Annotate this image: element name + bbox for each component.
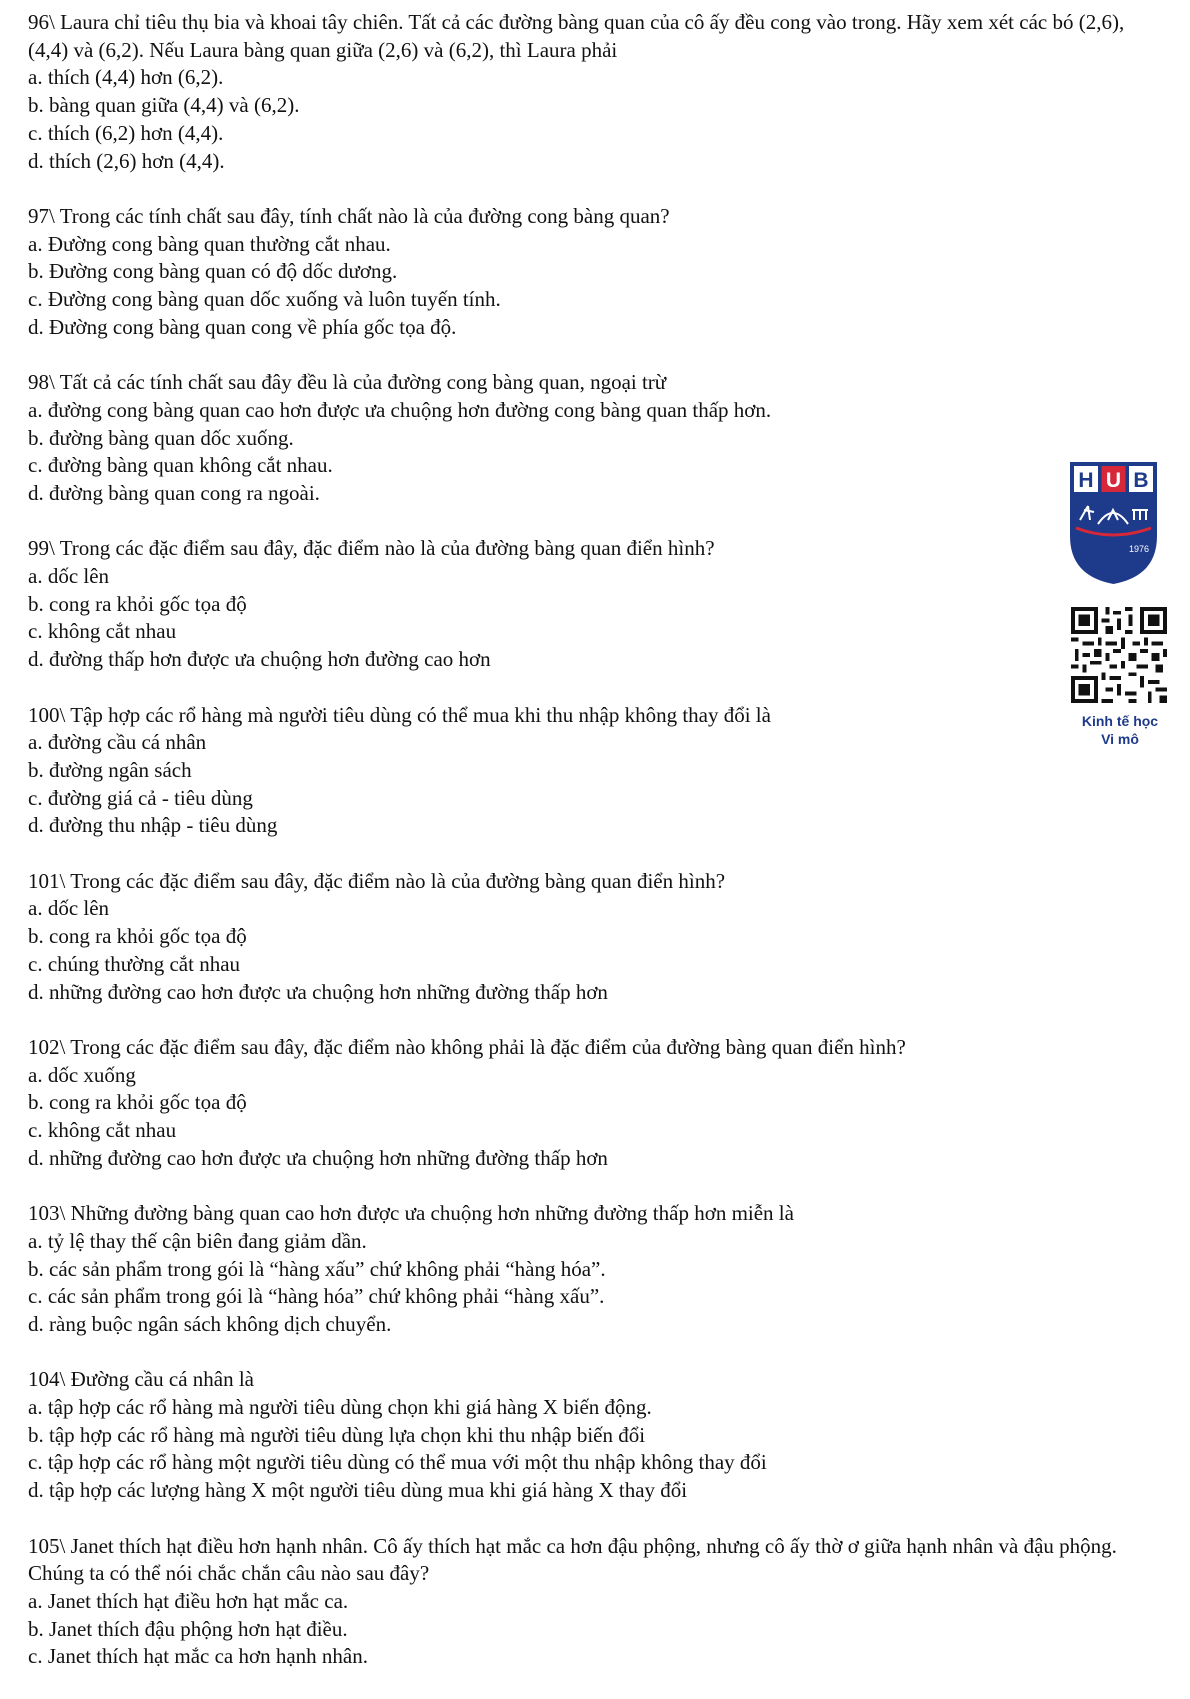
question-100 — [28, 702, 1168, 841]
answer-option-d: d. thích (2,6) hơn (4,4). — [28, 148, 225, 173]
logo-letter-b: B — [1133, 469, 1149, 492]
answer-option-b: b. đường ngân sách — [28, 757, 192, 782]
question-101 — [28, 868, 1168, 1007]
answer-option-c: c. các sản phẩm trong gói là “hàng hóa” chứ không phải “hàng xấu”. — [28, 1284, 605, 1309]
answer-option-a: a. dốc lên — [28, 564, 110, 589]
answer-option-d: d. những đường cao hơn được ưa chuộng hơn những đường thấp hơn — [28, 979, 608, 1004]
university-logo — [1066, 458, 1161, 588]
answer-option-b: b. Janet thích đậu phộng hơn hạt điều. — [28, 1616, 348, 1641]
answer-option-b: b. cong ra khỏi gốc tọa độ — [28, 1090, 247, 1115]
answer-option-a: a. dốc xuống — [28, 1062, 136, 1087]
answer-option-d: d. đường thu nhập - tiêu dùng — [28, 813, 278, 838]
logo-caption-line1: Kinh tế học — [1081, 713, 1159, 729]
answer-option-b: b. các sản phẩm trong gói là “hàng xấu” chứ không phải “hàng hóa”. — [28, 1256, 606, 1281]
question-stem: 98\ Tất cả các tính chất sau đây đều là của đường cong bàng quan, ngoại trừ — [28, 370, 667, 395]
answer-option-c: c. tập hợp các rổ hàng một người tiêu dùng có thể mua với một thu nhập không thay đổi — [28, 1450, 767, 1475]
logo-caption-line2: Vi mô — [1101, 731, 1139, 747]
question-stem: 96\ Laura chỉ tiêu thụ bia và khoai tây chiên. Tất cả các đường bàng quan của cô ấy đều cong vào trong. Hãy xem xét các bó (2,6), (4,4) và (6,2). Nếu Laura bàng quan giữa (2,6) và (6,2), thì Laura phải — [28, 10, 1125, 62]
question-97 — [28, 203, 1168, 342]
question-stem: 102\ Trong các đặc điểm sau đây, đặc điểm nào không phải là đặc điểm của đường bàng quan điển hình? — [28, 1034, 906, 1059]
question-stem: 100\ Tập hợp các rổ hàng mà người tiêu dùng có thể mua khi thu nhập không thay đổi là — [28, 702, 771, 727]
logo-year: 1976 — [1128, 544, 1150, 554]
answer-option-c: c. không cắt nhau — [28, 1118, 177, 1143]
answer-option-d: d. Đường cong bàng quan cong về phía gốc tọa độ. — [28, 314, 457, 339]
answer-option-a: a. đường cong bàng quan cao hơn được ưa chuộng hơn đường cong bàng quan thấp hơn. — [28, 397, 772, 422]
question-stem: 104\ Đường cầu cá nhân là — [28, 1367, 254, 1392]
answer-option-d: d. ràng buộc ngân sách không dịch chuyển. — [28, 1311, 392, 1336]
answer-option-a: a. đường cầu cá nhân — [28, 730, 207, 755]
question-stem: 101\ Trong các đặc điểm sau đây, đặc điểm nào là của đường bàng quan điển hình? — [28, 868, 726, 893]
question-105 — [28, 1533, 1168, 1672]
answer-option-a: a. dốc lên — [28, 896, 110, 921]
question-stem: 97\ Trong các tính chất sau đây, tính chất nào là của đường cong bàng quan? — [28, 203, 670, 228]
answer-option-a: a. thích (4,4) hơn (6,2). — [28, 65, 224, 90]
question-103 — [28, 1200, 1168, 1339]
answer-option-c: c. chúng thường cắt nhau — [28, 951, 241, 976]
answer-option-a: a. Đường cong bàng quan thường cắt nhau. — [28, 231, 391, 256]
answer-option-d: d. đường bàng quan cong ra ngoài. — [28, 480, 320, 505]
answer-option-a: a. tập hợp các rổ hàng mà người tiêu dùng chọn khi giá hàng X biến động. — [28, 1395, 652, 1420]
answer-option-a: a. tỷ lệ thay thế cận biên đang giảm dần. — [28, 1228, 367, 1253]
logo-letter-h: H — [1078, 469, 1094, 492]
question-99 — [28, 535, 1168, 674]
answer-option-b: b. cong ra khỏi gốc tọa độ — [28, 924, 247, 949]
qr-code-icon — [1071, 607, 1167, 703]
question-96 — [28, 9, 1168, 175]
answer-option-a: a. Janet thích hạt điều hơn hạt mắc ca. — [28, 1588, 349, 1613]
logo-letter-u: U — [1105, 469, 1122, 492]
answer-option-d: d. tập hợp các lượng hàng X một người tiêu dùng mua khi giá hàng X thay đổi — [28, 1478, 688, 1503]
answer-option-b: b. cong ra khỏi gốc tọa độ — [28, 591, 247, 616]
question-stem: 105\ Janet thích hạt điều hơn hạnh nhân. Cô ấy thích hạt mắc ca hơn đậu phộng, nhưng cô ấy thờ ơ giữa hạnh nhân và đậu phộng. Chúng ta có thể nói chắc chắn câu nào sau đây? — [28, 1533, 1117, 1586]
answer-option-b: b. Đường cong bàng quan có độ dốc dương. — [28, 259, 398, 284]
answer-option-b: b. tập hợp các rổ hàng mà người tiêu dùng lựa chọn khi thu nhập biến đổi — [28, 1422, 646, 1447]
answer-option-c: c. đường giá cả - tiêu dùng — [28, 785, 253, 810]
answer-option-c: c. thích (6,2) hơn (4,4). — [28, 120, 224, 145]
answer-option-d: d. đường thấp hơn được ưa chuộng hơn đường cao hơn — [28, 647, 491, 672]
answer-option-d: d. những đường cao hơn được ưa chuộng hơn những đường thấp hơn — [28, 1145, 608, 1170]
answer-option-c: c. đường bàng quan không cắt nhau. — [28, 453, 333, 478]
answer-option-b: b. bàng quan giữa (4,4) và (6,2). — [28, 93, 300, 118]
question-104 — [28, 1366, 1168, 1505]
question-stem: 103\ Những đường bàng quan cao hơn được ưa chuộng hơn những đường thấp hơn miễn là — [28, 1201, 794, 1226]
document-page — [28, 9, 1168, 1699]
question-102 — [28, 1034, 1168, 1173]
question-stem: 99\ Trong các đặc điểm sau đây, đặc điểm nào là của đường bàng quan điển hình? — [28, 536, 715, 561]
question-98 — [28, 369, 1168, 508]
logo-caption — [1060, 712, 1180, 748]
answer-option-b: b. đường bàng quan dốc xuống. — [28, 425, 294, 450]
answer-option-c: c. Janet thích hạt mắc ca hơn hạnh nhân. — [28, 1644, 368, 1669]
answer-option-c: c. không cắt nhau — [28, 619, 177, 644]
answer-option-c: c. Đường cong bàng quan dốc xuống và luôn tuyến tính. — [28, 287, 501, 312]
